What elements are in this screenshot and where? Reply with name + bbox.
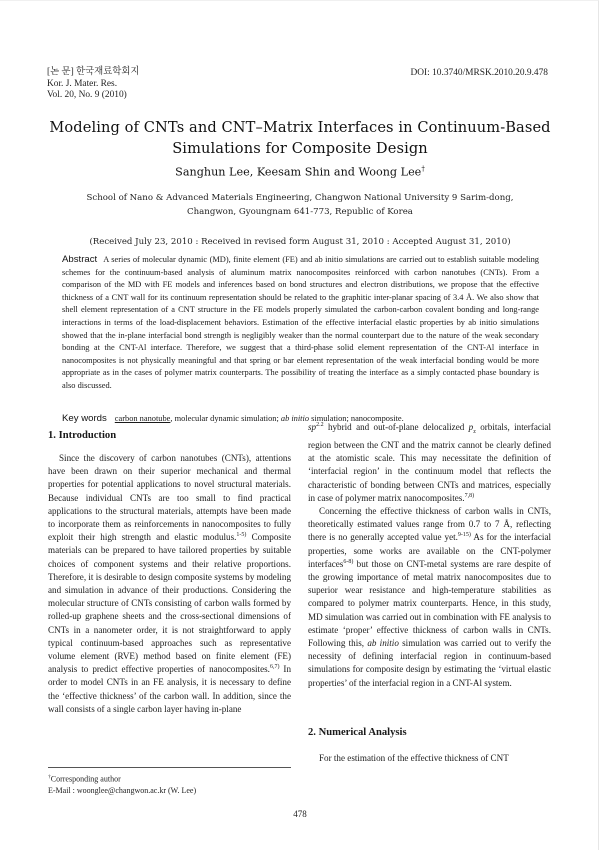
title-line-1: Modeling of CNTs and CNT–Matrix Interfaces in Continuum-Based (49, 119, 551, 136)
sp-italic: sp (308, 422, 317, 432)
keyword-text: , molecular dynamic simulation; (170, 414, 281, 423)
intro-p1-part-c: In order to model CNTs in an FE analysis, it is necessary to define the ‘effective thickness’ of the carbon wall. In addition, since the wall consists of a single carbon layer having in-plane (48, 664, 291, 714)
subscript: z (473, 428, 476, 435)
keyword-italic: ab initio (280, 414, 310, 423)
intro-right-part-a: hybrid and out-of-plane delocalized (323, 422, 469, 432)
intro-paragraph-2 (308, 505, 551, 690)
citation-ref: 7,8) (464, 492, 475, 499)
affiliation-line-2: Changwon, Gyoungnam 641-773, Republic of Korea (187, 207, 413, 217)
journal-info (47, 67, 139, 102)
citation-ref: 1-5) (236, 532, 247, 539)
footnote-line-1 (48, 772, 196, 785)
pz-italic: p (468, 422, 474, 432)
introduction-left-column (48, 452, 291, 716)
abstract-label: Abstract (62, 254, 98, 265)
paper-title (40, 117, 560, 159)
affiliation-line-1: School of Nano & Advanced Materials Engineering, Changwon National University 9 Sarim-dong, (86, 193, 514, 203)
introduction-heading-text: 1. Introduction (48, 430, 117, 441)
numerical-analysis-body (308, 752, 551, 765)
citation-ref: 6,7) (269, 664, 280, 671)
journal-abbrev: Kor. J. Mater. Res. (47, 78, 118, 89)
keywords-label: Key words (62, 413, 107, 424)
superscript: 2.2 (316, 421, 324, 428)
intro-p1-part-a: Since the discovery of carbon nanotubes (CNTs), attentions have been drawn on their superior mechanical and thermal properties for potential applications to novel structural materials. Because individual CNTs are too small to find practical applications to the structural materials, attempts have been made to incorporate them as reinforcements in nanocomposites to fully exploit their high strength and elastic modulus. (48, 453, 291, 543)
keyword-link-carbon-nanotube[interactable]: carbon nanotube (114, 414, 171, 423)
intro-p2-part-b: As for the interfacial properties, some works are available on the CNT-polymer interfaces (308, 532, 552, 569)
footnote (48, 772, 196, 797)
title-line-2: Simulations for Composite Design (172, 140, 428, 157)
citation-ref: 6-8) (343, 558, 354, 565)
intro-p2-part-d: simulation was carried out to verify the necessity of defining interfacial region in continuum-based simulations for composite design by estimating the ‘virtual elastic properties’ of the interfacial region in a CNT-Al system. (308, 638, 551, 688)
affiliation (60, 191, 540, 219)
journal-korean-name: [논 문] 한국재료학회지 (47, 67, 140, 77)
footnote-divider (48, 767, 291, 768)
intro-p2-part-a: Concerning the effective thickness of carbon walls in CNTs, theoretically estimated values range from 0.7 to 7 Å, reflecting there is no generally accepted value yet. (308, 506, 551, 543)
numerical-analysis-paragraph-1: For the estimation of the effective thickness of CNT (319, 753, 509, 763)
intro-paragraph-1 (48, 452, 291, 716)
footnote-email: E-Mail : woonglee@changwon.ac.kr (W. Lee) (48, 786, 197, 796)
dagger-mark: † (48, 774, 51, 780)
received-dates: (Received July 23, 2010 : Received in revised form August 31, 2010 : Accepted August 31, 2010) (89, 237, 511, 247)
corresponding-author-mark: † (421, 165, 425, 173)
journal-volume: Vol. 20, No. 9 (2010) (47, 90, 127, 100)
corresponding-author-label: Corresponding author (50, 774, 121, 784)
introduction-right-column (308, 421, 551, 690)
page-number: 478 (293, 809, 307, 819)
keyword-text-end: simulation; nanocomposite. (309, 414, 404, 423)
doi-label: DOI: 10.3740/MRSK.2010.20.9.478 (410, 68, 548, 78)
numerical-analysis-heading-text: 2. Numerical Analysis (308, 727, 407, 738)
abstract (62, 254, 539, 393)
section-heading-numerical-analysis (308, 726, 407, 739)
section-heading-introduction (48, 429, 116, 442)
intro-p1-part-b: Composite materials can be prepared to have tailored properties by suitable choices of component systems and their relative proportions. Therefore, it is desirable to design composite systems by modeling and simulation in advance of their productions. Considering the molecular structure of CNTs consisting of carbon walls formed by rolled-up graphene sheets and the cross-sectional dimensions of CNTs in a nanometer order, it is not straightforward to apply typical continuum-based approaches such as representative volume element (RVE) method based on finite element (FE) analysis to predict effective properties of nanocomposites. (48, 532, 292, 675)
intro-right-part-b: orbitals, interfacial region between the CNT and the matrix cannot be clearly defined at the atomistic scale. This may necessitate the definition of ‘interfacial region’ in the continuum model that reflects the characteristic of bonding between CNTs and matrices, especially in case of polymer matrix nanocomposites. (308, 422, 551, 503)
intro-p2-part-c: but those on CNT-metal systems are rare despite of the growing importance of metal matrix nanocomposites due to superior wear resistance and high-temperature stabilities as compared to polymer matrix counterparts. Hence, in this study, MD simulation was carried out in combination with FE analysis to estimate ‘proper’ effective thickness of carbon walls in CNTs. Following this, (308, 558, 551, 649)
ab-initio-italic: ab initio (367, 638, 399, 649)
citation-ref: 9-15) (457, 532, 471, 539)
abstract-text: A series of molecular dynamic (MD), finite element (FE) and ab initio simulations are carried out to establish suitable modeling schemes for the continuum-based analysis of aluminum matrix nanocomposites reinforced with carbon nanotubes (CNTs). From a comparison of the MD with FE models and inferences based on bond structures and electron distributions, we propose that the effective thickness of a CNT wall for its continuum representation should be related to the graphitic inter-planar spacing of 3.4 Å. We also show that shell element representation of a CNT structure in the FE models properly simulated the carbon-carbon covalent bonding and long-range interactions in terms of the load-displacement behaviors. Estimation of the effective interfacial elastic properties by ab initio simulations showed that the in-plane interfacial bond strength is negligibly weaker than the normal counterpart due to the nature of the weak secondary bonding at the CNT-Al interface. Therefore, we suggest that a third-phase solid element representation of the CNT-Al interface in nanocomposites is not physically meaningful and that spring or bar element representation of the weak interfacial bonding would be more appropriate as in the cases of polymer matrix counterparts. The possibility of treating the interface as a simply contacted phase boundary is also discussed. (62, 255, 539, 390)
authors-text: Sanghun Lee, Keesam Shin and Woong Lee (175, 165, 422, 179)
author-list (40, 165, 560, 179)
intro-paragraph-1-continued (308, 421, 551, 505)
